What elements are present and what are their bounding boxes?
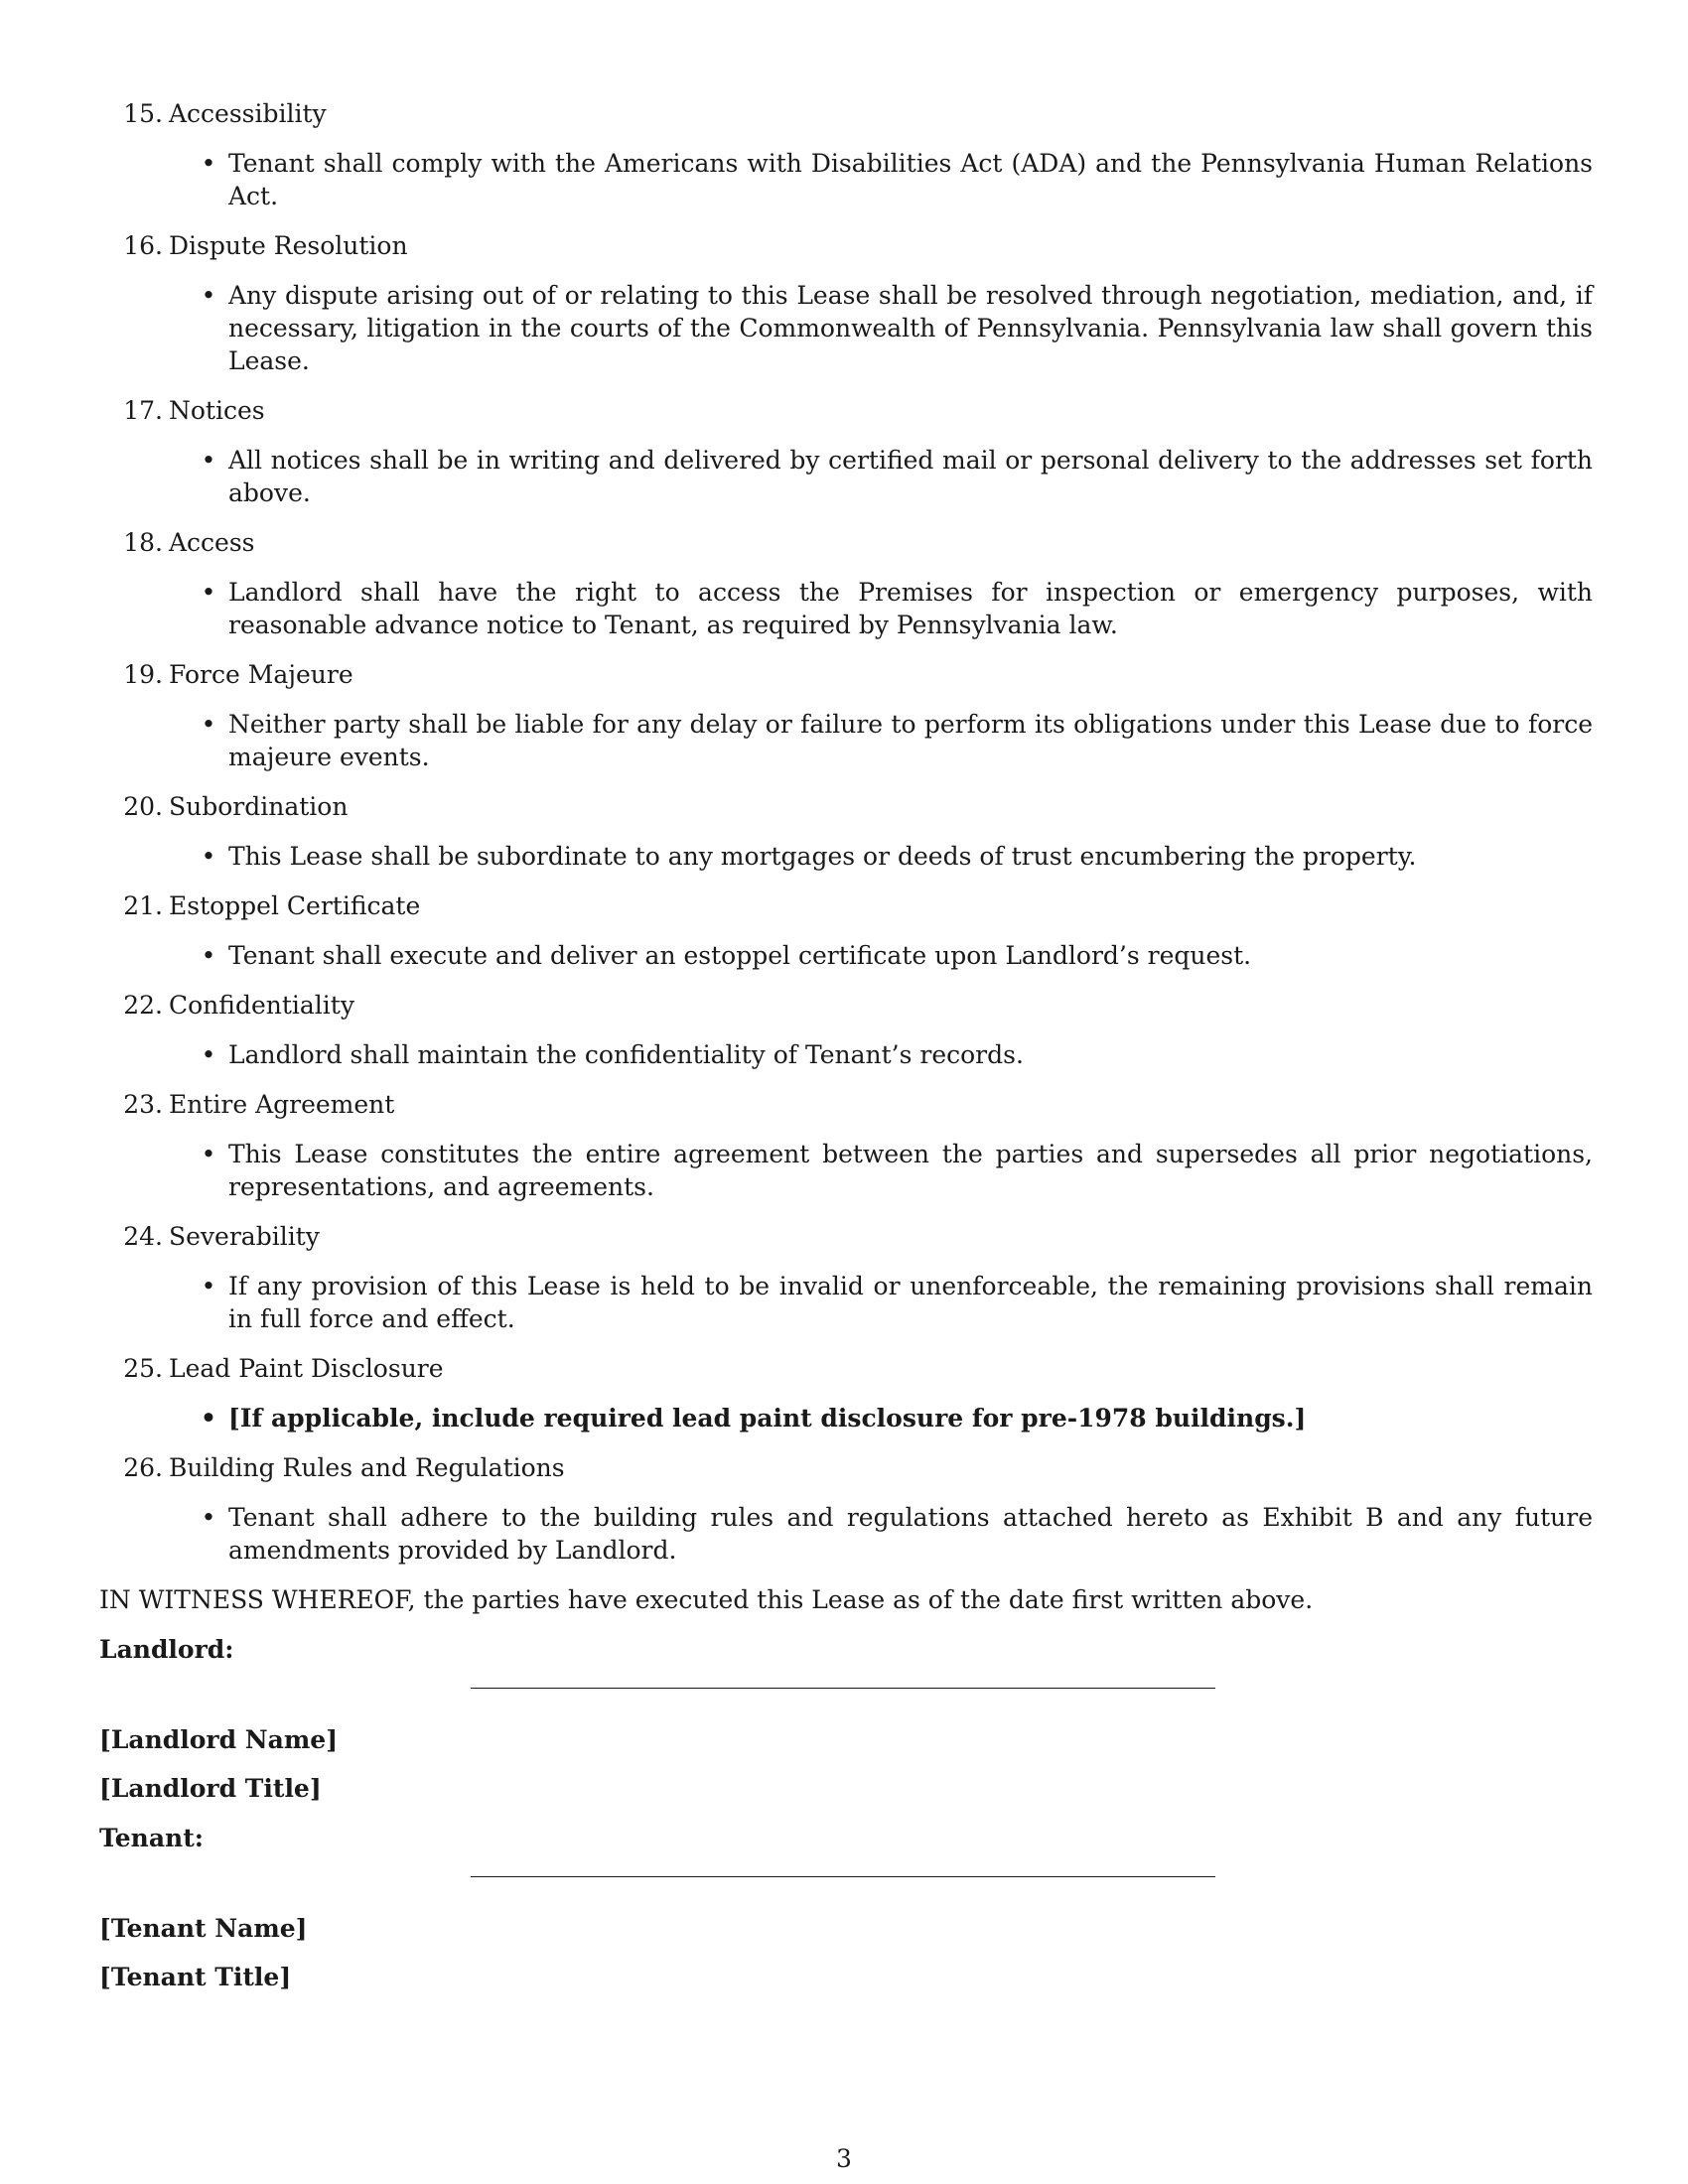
section-number: 26. xyxy=(123,1453,163,1482)
section-bullet-list xyxy=(99,1138,1593,1203)
landlord-name: [Landlord Name] xyxy=(99,1725,339,1754)
lease-section xyxy=(99,989,1593,1071)
section-number: 20. xyxy=(123,792,163,821)
section-bullet-list xyxy=(99,708,1593,773)
bullet-icon: • xyxy=(201,842,216,871)
section-number: 19. xyxy=(123,660,163,689)
lease-section xyxy=(99,658,1593,773)
section-title: Notices xyxy=(169,396,265,425)
document-body xyxy=(99,97,1593,1993)
section-heading xyxy=(99,790,1593,823)
lease-section xyxy=(99,790,1593,873)
section-heading xyxy=(99,989,1593,1022)
section-title: Subordination xyxy=(169,792,349,821)
section-bullet xyxy=(99,1402,1593,1434)
lease-section xyxy=(99,394,1593,509)
section-heading xyxy=(99,394,1593,427)
section-bullet-list xyxy=(99,1402,1593,1434)
landlord-signature-line xyxy=(99,1674,1593,1706)
section-number: 15. xyxy=(123,99,163,128)
bullet-text: Any dispute arising out of or relating to this Lease shall be resolved through negotiation, mediation, and, if necessary, litigation in the courts of the Commonwealth of Pennsylvania. Pennsylvania law shall govern this Lease. xyxy=(228,281,1593,375)
section-title: Dispute Resolution xyxy=(169,231,408,260)
section-number: 16. xyxy=(123,231,163,260)
section-heading xyxy=(99,97,1593,130)
bullet-text: Tenant shall execute and deliver an estoppel certificate upon Landlord’s request. xyxy=(228,941,1252,970)
bullet-icon: • xyxy=(201,941,216,970)
bullet-text: Neither party shall be liable for any delay or failure to perform its obligations under this Lease due to force majeure events. xyxy=(228,710,1593,771)
section-bullet xyxy=(99,708,1593,773)
lease-section xyxy=(99,526,1593,641)
section-number: 17. xyxy=(123,396,163,425)
tenant-signature-rule xyxy=(471,1876,1215,1877)
section-bullet-list xyxy=(99,279,1593,377)
lease-section xyxy=(99,229,1593,377)
section-bullet xyxy=(99,444,1593,509)
section-title: Accessibility xyxy=(169,99,327,128)
section-number: 23. xyxy=(123,1090,163,1119)
section-bullet-list xyxy=(99,147,1593,212)
section-bullet-list xyxy=(99,840,1593,873)
bullet-icon: • xyxy=(201,281,216,310)
bullet-icon: • xyxy=(201,149,216,178)
section-bullet-list xyxy=(99,1038,1593,1071)
section-title: Confidentiality xyxy=(169,991,354,1020)
section-heading xyxy=(99,526,1593,559)
tenant-signature-label: Tenant: xyxy=(99,1824,204,1852)
lease-section xyxy=(99,1220,1593,1335)
section-bullet-list xyxy=(99,1270,1593,1335)
section-bullet xyxy=(99,1270,1593,1335)
bullet-icon: • xyxy=(201,446,216,475)
bullet-text: Landlord shall maintain the confidentiality of Tenant’s records. xyxy=(228,1040,1024,1069)
bullet-icon: • xyxy=(201,1040,216,1069)
section-heading xyxy=(99,229,1593,262)
lease-section xyxy=(99,1088,1593,1203)
section-bullet xyxy=(99,147,1593,212)
section-bullet xyxy=(99,576,1593,641)
section-bullet xyxy=(99,279,1593,377)
section-bullet xyxy=(99,939,1593,972)
bullet-text: Tenant shall adhere to the building rules and regulations attached hereto as Exhibit B and any future amendments provided by Landlord. xyxy=(228,1503,1593,1565)
bullet-text: This Lease shall be subordinate to any mortgages or deeds of trust encumbering the property. xyxy=(228,842,1417,871)
section-bullet xyxy=(99,840,1593,873)
section-number: 22. xyxy=(123,991,163,1020)
section-title: Force Majeure xyxy=(169,660,353,689)
section-title: Building Rules and Regulations xyxy=(169,1453,565,1482)
landlord-signature-label: Landlord: xyxy=(99,1635,234,1664)
section-number: 24. xyxy=(123,1222,163,1251)
lease-section xyxy=(99,1352,1593,1434)
section-bullet xyxy=(99,1501,1593,1567)
section-title: Lead Paint Disclosure xyxy=(169,1354,444,1383)
section-bullet-list xyxy=(99,576,1593,641)
bullet-icon: • xyxy=(201,1272,216,1300)
tenant-title: [Tenant Title] xyxy=(99,1963,292,1991)
section-heading xyxy=(99,658,1593,691)
section-bullet-list xyxy=(99,939,1593,972)
section-heading xyxy=(99,1451,1593,1484)
tenant-name: [Tenant Name] xyxy=(99,1914,308,1943)
section-heading xyxy=(99,1220,1593,1253)
bullet-icon: • xyxy=(201,710,216,739)
bullet-icon: • xyxy=(201,578,216,607)
section-heading xyxy=(99,1352,1593,1385)
tenant-signature-line xyxy=(99,1862,1593,1895)
section-number: 18. xyxy=(123,528,163,557)
section-heading xyxy=(99,1088,1593,1121)
bullet-text: All notices shall be in writing and delivered by certified mail or personal delivery to the addresses set forth above. xyxy=(228,446,1593,507)
lease-sections-list xyxy=(99,97,1593,1567)
bullet-text: [If applicable, include required lead paint disclosure for pre-1978 buildings.] xyxy=(228,1404,1307,1433)
bullet-text: If any provision of this Lease is held to be invalid or unenforceable, the remaining provisions shall remain in full force and effect. xyxy=(228,1272,1593,1333)
bullet-text: Tenant shall comply with the Americans with Disabilities Act (ADA) and the Pennsylvania Human Relations Act. xyxy=(228,149,1593,210)
section-bullet-list xyxy=(99,444,1593,509)
bullet-icon: • xyxy=(201,1140,216,1168)
section-title: Entire Agreement xyxy=(169,1090,395,1119)
page-number: 3 xyxy=(836,2144,852,2173)
section-title: Estoppel Certificate xyxy=(169,891,421,920)
bullet-text: This Lease constitutes the entire agreement between the parties and supersedes all prior negotiations, representations, and agreements. xyxy=(228,1140,1593,1201)
section-bullet xyxy=(99,1138,1593,1203)
section-number: 21. xyxy=(123,891,163,920)
landlord-signature-rule xyxy=(471,1688,1215,1689)
section-number: 25. xyxy=(123,1354,163,1383)
section-title: Severability xyxy=(169,1222,320,1251)
lease-section xyxy=(99,97,1593,212)
section-bullet-list xyxy=(99,1501,1593,1567)
section-title: Access xyxy=(169,528,255,557)
landlord-title: [Landlord Title] xyxy=(99,1774,322,1803)
lease-section xyxy=(99,1451,1593,1567)
witness-statement: IN WITNESS WHEREOF, the parties have executed this Lease as of the date first written above. xyxy=(99,1585,1314,1614)
bullet-icon: • xyxy=(201,1404,216,1433)
bullet-icon: • xyxy=(201,1503,216,1532)
section-bullet xyxy=(99,1038,1593,1071)
section-heading xyxy=(99,889,1593,922)
lease-section xyxy=(99,889,1593,972)
bullet-text: Landlord shall have the right to access the Premises for inspection or emergency purposes, with reasonable advance notice to Tenant, as required by Pennsylvania law. xyxy=(228,578,1593,639)
